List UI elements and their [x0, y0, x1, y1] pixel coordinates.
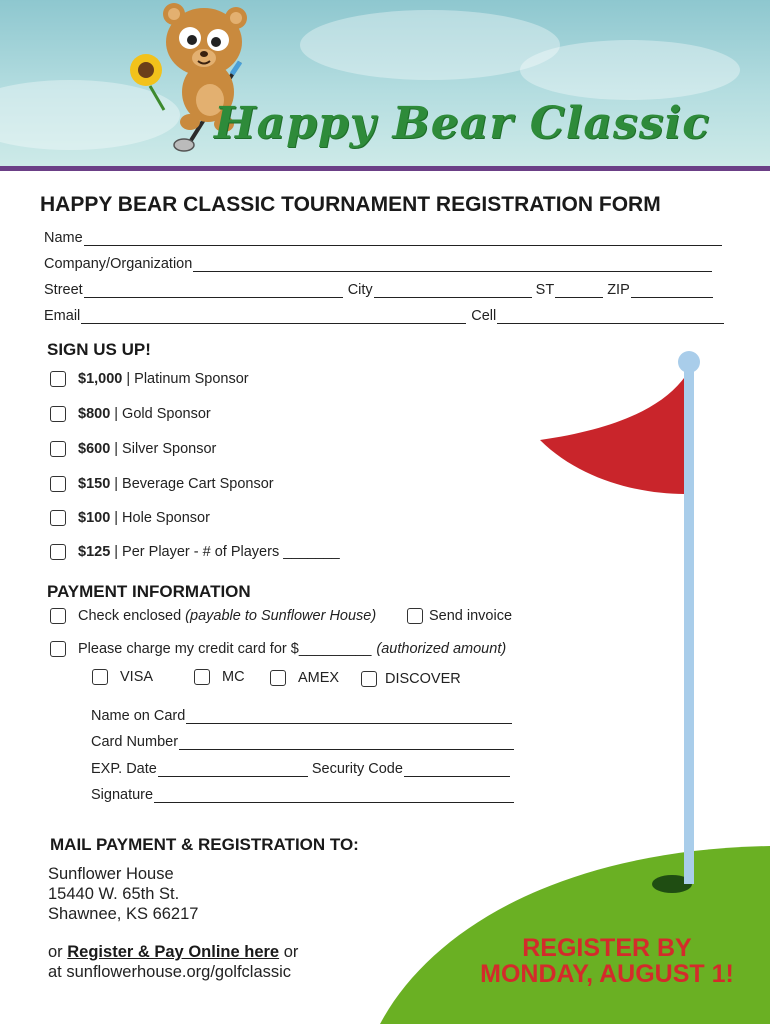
name-label: Name [44, 230, 83, 246]
sponsor-amount: $100 [78, 510, 111, 526]
card-type-visa[interactable] [92, 669, 153, 685]
company-line[interactable] [193, 257, 712, 272]
card-number-field[interactable] [91, 734, 514, 750]
signature-line[interactable] [154, 788, 514, 803]
card-type-label: AMEX [298, 670, 340, 686]
exp-date-line[interactable] [158, 762, 308, 777]
logo-title: Happy Bear Classic [214, 98, 710, 149]
checkbox[interactable] [50, 544, 66, 560]
sponsor-amount: $600 [78, 441, 111, 457]
online-prefix: or [48, 943, 63, 961]
golf-flag [540, 378, 684, 494]
card-type-label: VISA [120, 669, 154, 685]
sponsor-option-beverage-cart[interactable] [50, 476, 274, 492]
address-field[interactable] [44, 282, 713, 298]
checkbox[interactable] [50, 476, 66, 492]
registration-deadline [462, 935, 752, 987]
sponsor-label: | Silver Sponsor [114, 441, 217, 457]
check-enclosed-option[interactable] [50, 608, 376, 624]
cell-line[interactable] [497, 309, 724, 324]
card-number-label: Card Number [91, 734, 179, 750]
charge-card-label: Please charge my credit card for $_________ [78, 641, 372, 657]
company-field[interactable] [44, 256, 712, 272]
exp-date-label: EXP. Date [91, 761, 157, 777]
sponsor-label: | Hole Sponsor [114, 510, 210, 526]
checkbox[interactable] [361, 671, 377, 687]
city-line[interactable] [374, 283, 532, 298]
flag-pole-top [678, 351, 700, 373]
mail-org: Sunflower House [48, 865, 174, 883]
sponsor-option-per-player[interactable] [50, 544, 340, 560]
sponsor-option-silver[interactable] [50, 441, 216, 457]
online-url: at sunflowerhouse.org/golfclassic [48, 963, 292, 981]
cell-label: Cell [471, 308, 497, 324]
signature-label: Signature [91, 787, 154, 803]
mail-address [48, 864, 198, 924]
name-on-card-line[interactable] [186, 709, 512, 724]
company-label: Company/Organization [44, 256, 193, 272]
mail-heading: MAIL PAYMENT & REGISTRATION TO: [50, 835, 359, 854]
sponsor-amount: $125 [78, 544, 111, 560]
signup-heading: SIGN US UP! [47, 340, 151, 359]
deadline-line-2: MONDAY, AUGUST 1! [480, 960, 734, 988]
name-on-card-field[interactable] [91, 708, 512, 724]
name-line[interactable] [84, 231, 722, 246]
register-online-link[interactable]: Register & Pay Online here [67, 943, 280, 961]
card-type-discover[interactable] [361, 671, 461, 687]
form-title: HAPPY BEAR CLASSIC TOURNAMENT REGISTRATION FORM [40, 193, 661, 216]
sponsor-label: | Per Player - # of Players _______ [114, 544, 340, 560]
sponsor-label: | Platinum Sponsor [126, 371, 249, 387]
send-invoice-option[interactable] [407, 608, 512, 624]
sponsor-amount: $150 [78, 476, 111, 492]
checkbox[interactable] [92, 669, 108, 685]
sponsor-option-hole[interactable] [50, 510, 210, 526]
checkbox[interactable] [50, 406, 66, 422]
online-suffix: or [283, 943, 299, 961]
security-code-label: Security Code [311, 761, 403, 777]
card-type-label: DISCOVER [385, 671, 461, 687]
security-code-line[interactable] [404, 762, 510, 777]
street-label: Street [44, 282, 83, 298]
city-label: City [347, 282, 373, 298]
check-enclosed-note: (payable to Sunflower House) [185, 608, 377, 624]
street-line[interactable] [84, 283, 343, 298]
checkbox[interactable] [270, 670, 286, 686]
checkbox[interactable] [50, 641, 66, 657]
mail-city: Shawnee, KS 66217 [48, 905, 199, 923]
email-line[interactable] [81, 309, 466, 324]
card-type-amex[interactable] [270, 670, 339, 686]
send-invoice-label: Send invoice [429, 608, 513, 624]
checkbox[interactable] [50, 371, 66, 387]
state-label: ST [535, 282, 555, 298]
mail-street: 15440 W. 65th St. [48, 885, 180, 903]
charge-card-note: (authorized amount) [376, 641, 507, 657]
checkbox[interactable] [50, 510, 66, 526]
checkbox[interactable] [407, 608, 423, 624]
zip-line[interactable] [631, 283, 713, 298]
email-label: Email [44, 308, 81, 324]
flag-pole [684, 362, 694, 884]
online-registration [48, 942, 298, 982]
charge-card-option[interactable] [50, 641, 506, 657]
sponsor-option-platinum[interactable] [50, 371, 249, 387]
checkbox[interactable] [194, 669, 210, 685]
check-enclosed-label: Check enclosed [78, 608, 182, 624]
card-number-line[interactable] [179, 735, 514, 750]
card-type-label: MC [222, 669, 245, 685]
payment-heading: PAYMENT INFORMATION [47, 582, 251, 601]
name-field[interactable] [44, 230, 722, 246]
checkbox[interactable] [50, 441, 66, 457]
card-type-mc[interactable] [194, 669, 245, 685]
state-line[interactable] [555, 283, 603, 298]
sponsor-amount: $800 [78, 406, 111, 422]
signature-field[interactable] [91, 787, 514, 803]
zip-label: ZIP [607, 282, 630, 298]
deadline-line-1: REGISTER BY [522, 934, 692, 962]
exp-security-field[interactable] [91, 761, 510, 777]
sponsor-label: | Beverage Cart Sponsor [114, 476, 274, 492]
sponsor-label: | Gold Sponsor [114, 406, 211, 422]
sponsor-amount: $1,000 [78, 371, 123, 387]
checkbox[interactable] [50, 608, 66, 624]
email-cell-field[interactable] [44, 308, 724, 324]
sponsor-option-gold[interactable] [50, 406, 211, 422]
name-on-card-label: Name on Card [91, 708, 186, 724]
